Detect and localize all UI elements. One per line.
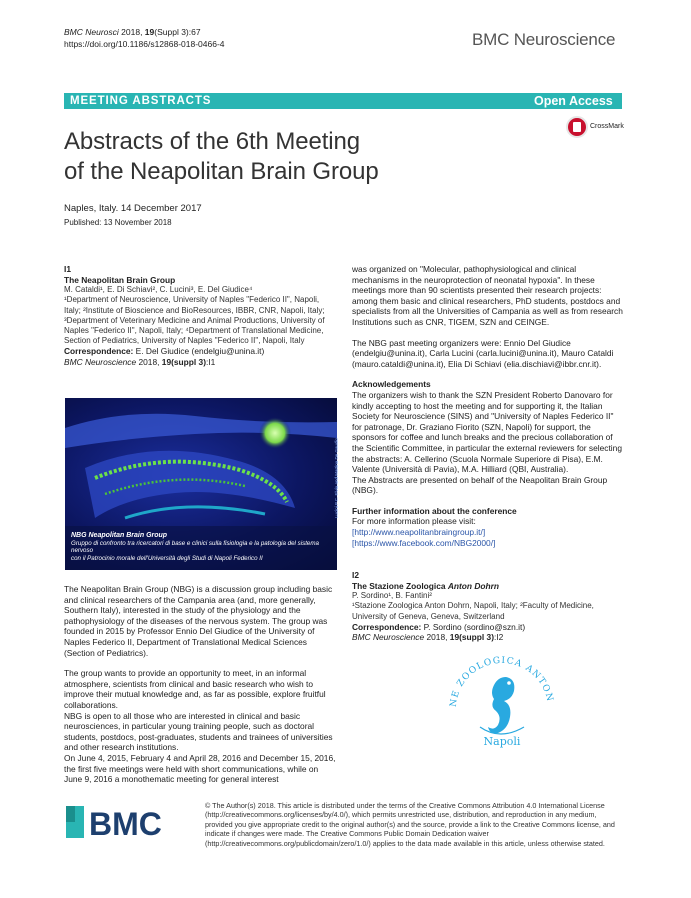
nbg-website-link[interactable]: [http://www.neapolitanbraingroup.it/] bbox=[352, 527, 486, 538]
crossmark-label: CrossMark bbox=[590, 123, 624, 130]
acknowledgements-heading: Acknowledgements bbox=[352, 379, 431, 390]
abstract-i1-body-left bbox=[64, 584, 336, 785]
figure-caption-patron: con il Patrocinio morale dell'Università degli Studi di Napoli Federico II bbox=[71, 554, 263, 562]
paragraph: The Neapolitan Brain Group (NBG) is a discussion group including basic and clinical researchers of the Campania area (and, more generally, Southern Italy), interested in the study of the physiology and the pathophysiology of the diseases of the nervous system. The group was founded in 2015 by Professor Ennio Del Giudice of the University of Naples Federico II, Department of Translational Medical Sciences (Section of Pediatrics). bbox=[64, 584, 333, 658]
abstract-i2 bbox=[352, 570, 624, 643]
abstract-affiliations: ¹Stazione Zoologica Anton Dohrn, Napoli, Italy; ²Faculty of Medicine, University of Geneva, Geneva, Switzerland bbox=[352, 601, 594, 621]
nbg-figure bbox=[65, 398, 337, 570]
paragraph: was organized on "Molecular, pathophysiological and clinical mechanisms in the neuroprotection of neonatal hypoxia". In these meetings more than 90 scientists presented their research projects: among them basic and clinical researchers, PhD students, postdocs and specialists from all the Universities of Campania as well as from research Institutions such as CNR, TIGEM, SZN and CEINGE. bbox=[352, 264, 623, 327]
abstract-affiliations: ¹Department of Neuroscience, University of Naples "Federico II", Napoli, Italy; ²Institute of Bioscience and BioResources, IBBR, CNR, Napoli, Italy; ³Department of Veterinary Medicine and Animal Productions, University of Naples "Federico II", Napoli, Italy; ⁴Department of Translational Medicine, Section of Pediatrics, University of Naples "Federico II", Napoli, Italy bbox=[64, 295, 325, 346]
title-line-2: of the Neapolitan Brain Group bbox=[64, 158, 379, 185]
abstract-id: I1 bbox=[64, 264, 71, 274]
acknowledgements-text: The organizers wish to thank the SZN President Roberto Danovaro for kindly accepting to host the meeting and for supporting it, the Italian Society for Neuroscience (SINS) and "University of Naples Federico II" for patronage, Dr. Graziano Fiorito (SZN, Napoli) for support, the sponsors for coffee and lunch breaks and the precious collaboration of the Scientific Committee, in particular the external reviewers for selecting the abstracts: A. Cellerino (Scuola Normale Superiore di Pisa), E.M. Valente (Università di Pavia), M.A. Hilliard (QBI, Australia). bbox=[352, 389, 622, 475]
journal-abbrev: BMC Neurosci bbox=[64, 27, 119, 37]
crossmark-badge[interactable] bbox=[566, 116, 626, 138]
cite-volume: 19(suppl 3) bbox=[161, 357, 206, 367]
journal-name: BMC Neuroscience bbox=[472, 30, 616, 49]
figure-caption bbox=[71, 532, 333, 562]
cite-year: 2018, bbox=[136, 357, 162, 367]
citation-volume: 19 bbox=[144, 27, 155, 37]
correspondence-label: Correspondence: bbox=[64, 346, 134, 357]
further-info-heading: Further information about the conference bbox=[352, 505, 517, 516]
meeting-abstracts-label: MEETING ABSTRACTS bbox=[70, 95, 212, 107]
cite-year: 2018, bbox=[424, 632, 450, 643]
abstract-authors: P. Sordino¹, B. Fantini² bbox=[352, 591, 432, 601]
seahorse-logo-icon bbox=[442, 645, 562, 765]
logo-arc-text: NE ZOOLOGICA ANTON bbox=[448, 655, 555, 708]
abstract-id: I2 bbox=[352, 570, 359, 580]
logo-napoli-text: Napoli bbox=[483, 735, 521, 748]
cite-id: :I1 bbox=[206, 357, 216, 367]
citation-header bbox=[64, 26, 225, 50]
paragraph: The NBG past meeting organizers were: Ennio Del Giudice (endelgiu@unina.it), Carla Lucini (carla.lucini@unina.it), Mauro Cataldi (mauro.cataldi@unina.it), Elia Di Schiavi (elia.dischiavi@ibbr.cnr.it). bbox=[352, 337, 614, 369]
location-date: Naples, Italy. 14 December 2017 bbox=[64, 203, 202, 214]
abstract-i1-header bbox=[64, 264, 336, 368]
correspondence-email[interactable]: P. Sordino (sordino@szn.it) bbox=[421, 621, 526, 632]
bmc-logo-icon bbox=[66, 802, 194, 842]
published-date: Published: 13 November 2018 bbox=[64, 218, 172, 227]
figure-credit: Lucini P.C. Elvia and Martina De Gaudio bbox=[334, 438, 339, 518]
citation-issue: (Suppl 3):67 bbox=[154, 27, 201, 37]
abstract-authors: M. Cataldi¹, E. Di Schiavi², C. Lucini³, E. Del Giudice⁴ bbox=[64, 285, 253, 295]
cite-journal: BMC Neuroscience bbox=[352, 632, 425, 643]
cite-journal: BMC Neuroscience bbox=[64, 357, 137, 367]
glowing-nucleus bbox=[259, 417, 291, 449]
abstract-title: The Neapolitan Brain Group bbox=[64, 274, 176, 285]
further-info-text: For more information please visit: bbox=[352, 516, 476, 527]
doi-link[interactable]: https://doi.org/10.1186/s12868-018-0466-4 bbox=[64, 39, 225, 49]
cite-id: :I2 bbox=[494, 632, 504, 643]
bmc-logo-text: BMC bbox=[89, 806, 162, 842]
abstract-title: The Stazione Zoologica bbox=[352, 580, 448, 591]
license-text: © The Author(s) 2018. This article is distributed under the terms of the Creative Commons Attribution 4.0 International License (http://creativecommons.org/licenses/by/4.0/), which permits unrestricted use, distribution, and reproduction in any medium, provided you give appropriate credit to the original author(s) and the source, provide a link to the Creative Commons license, and indicate if changes were made. The Creative Commons Public Domain Dedication waiver (http://creativecommons.org/publicdomain/zero/1.0/) applies to the data made available in this article, unless otherwise stated. bbox=[205, 801, 615, 848]
abstract-i1-body-right bbox=[352, 264, 624, 548]
open-access-label: Open Access bbox=[534, 94, 613, 108]
article-title bbox=[64, 127, 464, 187]
bmc-logo bbox=[66, 802, 194, 842]
cite-volume: 19(suppl 3) bbox=[449, 632, 494, 643]
figure-caption-title: NBG Neapolitan Brain Group bbox=[71, 532, 168, 539]
correspondence-label: Correspondence: bbox=[352, 621, 422, 632]
abstract-title-italic: Anton Dohrn bbox=[447, 580, 500, 591]
citation-year: 2018, bbox=[118, 27, 145, 37]
figure-caption-body: Gruppo di confronto tra ricercatori di base e clinici sulla fisiologia e la patologia del sistema nervoso bbox=[71, 539, 319, 554]
nbg-facebook-link[interactable]: [https://www.facebook.com/NBG2000/] bbox=[352, 537, 496, 548]
stazione-zoologica-logo bbox=[442, 645, 562, 765]
correspondence-email[interactable]: E. Del Giudice (endelgiu@unina.it) bbox=[133, 346, 265, 357]
paragraph: NBG is open to all those who are interested in clinical and basic neurosciences, in particular young training people, such as doctoral students, postdocs, post-graduates, students and trainees of universities and other research institutions. bbox=[64, 710, 333, 753]
title-line-1: Abstracts of the 6th Meeting bbox=[64, 128, 361, 155]
crossmark-icon bbox=[566, 116, 588, 138]
acknowledgements-text-2: The Abstracts are presented on behalf of the Neapolitan Brain Group (NBG). bbox=[352, 474, 608, 496]
paragraph: The group wants to provide an opportunity to meet, in an informal atmosphere, scientists from clinical and basic research who wish to improve their mutual knowledge and, as far as possible, explore fruitful collaborations. bbox=[64, 668, 326, 710]
paragraph: On June 4, 2015, February 4 and April 28, 2016 and December 15, 2016, the first five meetings were held with short communications, while on June 9, 2016 a monothematic meeting for general interest bbox=[64, 752, 336, 785]
